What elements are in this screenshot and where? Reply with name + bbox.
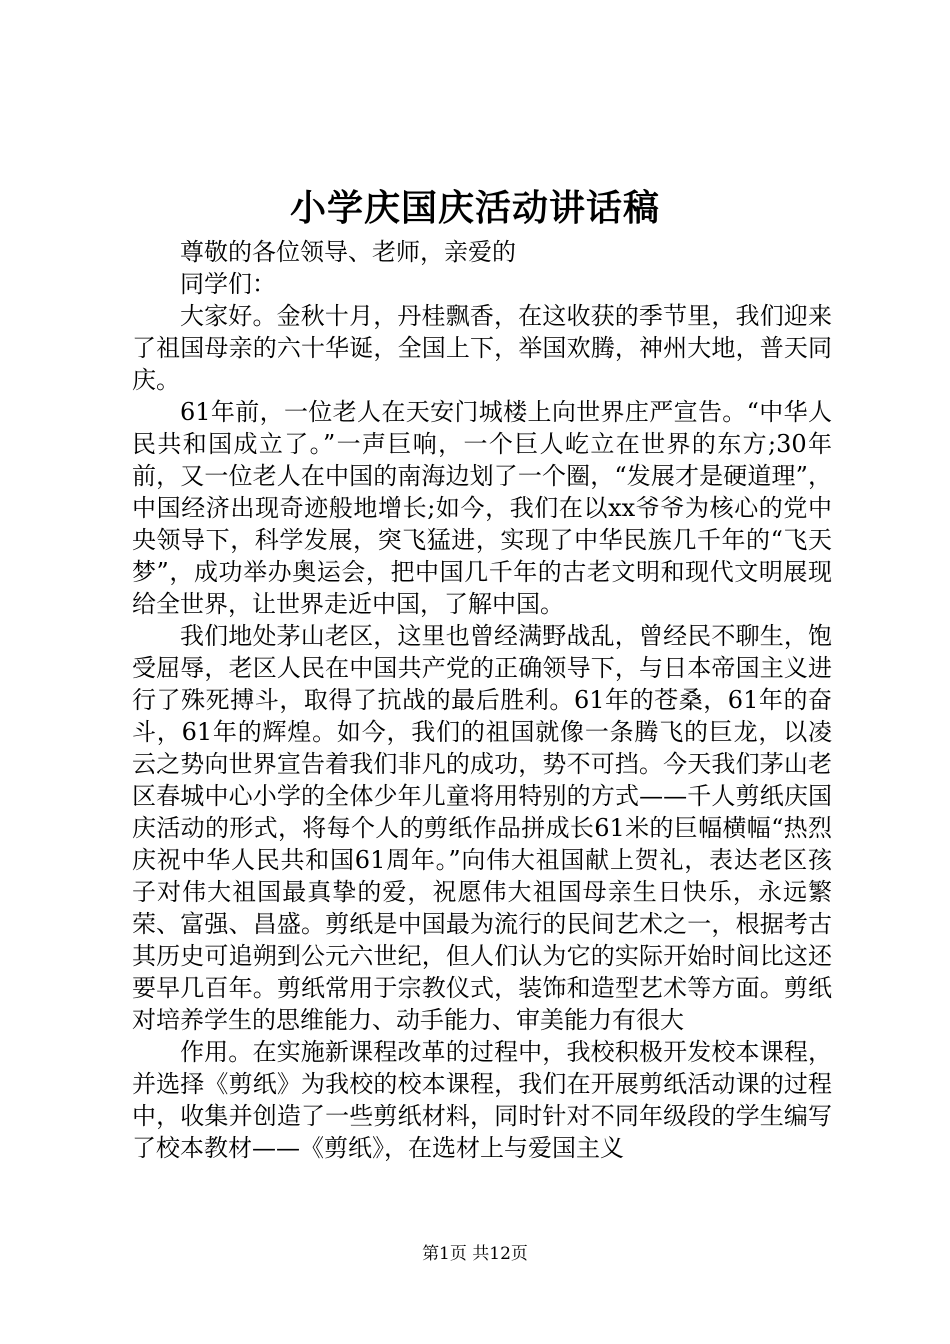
document-title: 小学庆国庆活动讲话稿 (289, 187, 660, 229)
paragraph-laoqu: 我们地处茅山老区，这里也曾经满野战乱，曾经民不聊生，饱受屈辱，老区人民在中国共产党的正确领导下，与日本帝国主义进行了殊死搏斗，取得了抗战的最后胜利。61年的苍桑，61年的奋斗，61年的辉煌。如今，我们的祖国就像一条腾飞的巨龙，以凌云之势向世界宣告着我们非凡的成功，势不可挡。今天我们茅山老区春城中心小学的全体少年儿童将用特别的方式——千人剪纸庆国庆活动的形式，将每个人的剪纸作品拼成长61米的巨幅横幅“热烈庆祝中华人民共和国61周年。”向伟大祖国献上贺礼，表达老区孩子对伟大祖国最真挚的爱，祝愿伟大祖国母亲生日快乐，永远繁荣、富强、昌盛。剪纸是中国最为流行的民间艺术之一，根据考古其历史可追朔到公元六世纪，但人们认为它的实际开始时间比这还要早几百年。剪纸常用于宗教仪式，装饰和造型艺术等方面。剪纸对培养学生的思维能力、动手能力、审美能力有很大 (132, 622, 832, 1034)
salutation-line-1: 尊敬的各位领导、老师，亲爱的 (180, 238, 516, 266)
salutation-line-2: 同学们： (180, 270, 276, 298)
paragraph-history: 61年前，一位老人在天安门城楼上向世界庄严宣告。“中华人民共和国成立了。”一声巨响，一个巨人屹立在世界的东方;30年前，又一位老人在中国的南海边划了一个圈，“发展才是硬道理”，中国经济出现奇迹般地增长;如今，我们在以xx爷爷为核心的党中央领导下，科学发展，突飞猛进，实现了中华民族几千年的“飞天梦”，成功举办奥运会，把中国几千年的古老文明和现代文明展现给全世界，让世界走近中国，了解中国。 (132, 398, 832, 618)
page-footer: 第1页 共12页 (422, 1244, 528, 1264)
paragraph-greeting: 大家好。金秋十月，丹桂飘香，在这收获的季节里，我们迎来了祖国母亲的六十华诞，全国上下，举国欢腾，神州大地，普天同庆。 (132, 302, 832, 394)
paragraph-papercut: 作用。在实施新课程改革的过程中，我校积极开发校本课程，并选择《剪纸》为我校的校本课程，我们在开展剪纸活动课的过程中，收集并创造了一些剪纸材料，同时针对不同年级段的学生编写了校本教材——《剪纸》，在选材上与爱国主义 (132, 1038, 832, 1162)
document-body (132, 236, 832, 1164)
